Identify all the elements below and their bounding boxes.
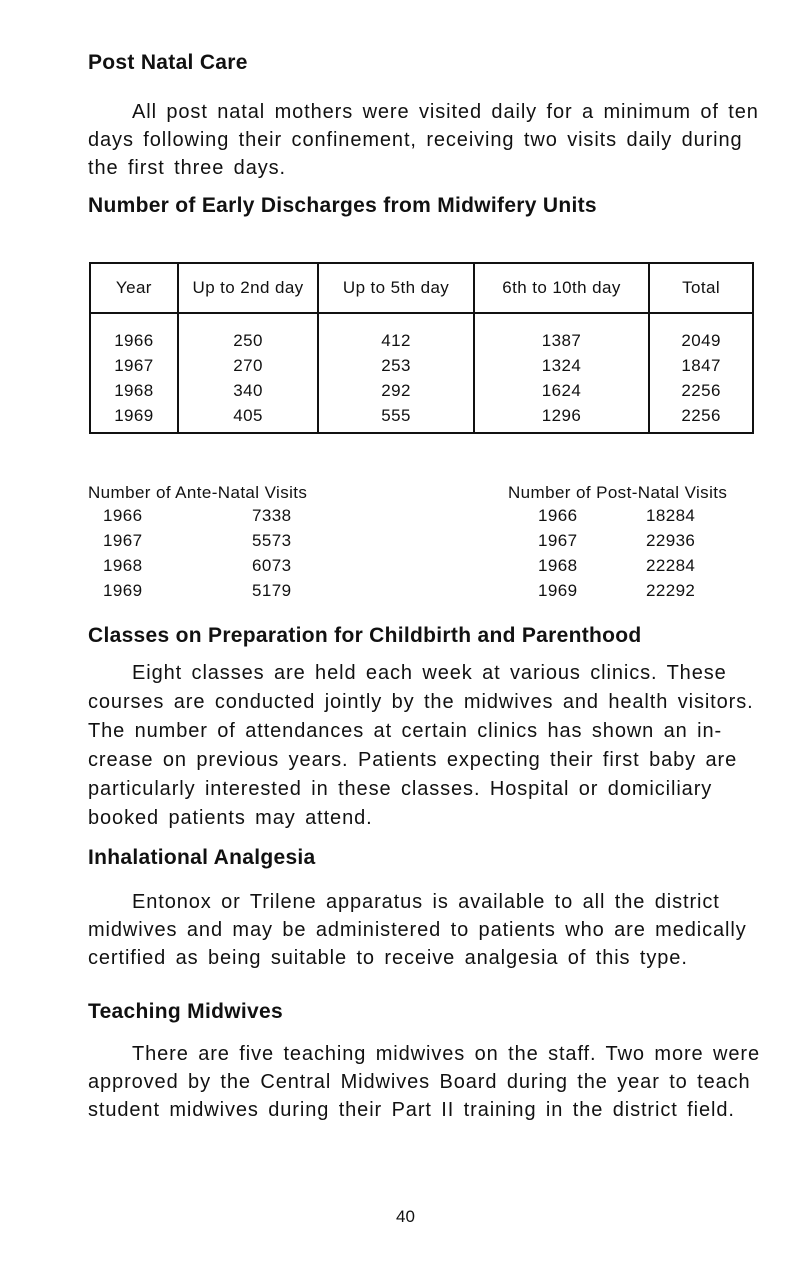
teaching-text-body: There are five teaching midwives on the staff. Two more were approved by the Central Midwives Board during the year to teach student midwives during their Part II training in the district field. xyxy=(88,1043,760,1121)
visit-year: 1967 xyxy=(103,531,143,550)
visit-count: 22292 xyxy=(646,581,696,600)
visit-year: 1966 xyxy=(103,506,143,525)
list-item xyxy=(88,556,388,581)
table-row xyxy=(90,378,753,403)
post-natal-care-text xyxy=(88,98,772,182)
teaching-text xyxy=(88,1040,772,1124)
page-number: 40 xyxy=(396,1207,415,1226)
table-cell: 555 xyxy=(318,403,473,433)
heading-analgesia: Inhalational Analgesia xyxy=(88,846,316,869)
heading-post-natal-care: Post Natal Care xyxy=(88,51,248,74)
early-discharges-table xyxy=(89,262,754,434)
visit-count: 18284 xyxy=(646,506,696,525)
column-header: Year xyxy=(90,263,178,313)
heading-classes: Classes on Preparation for Childbirth and Parenthood xyxy=(88,624,642,647)
analgesia-text xyxy=(88,888,772,972)
classes-text-body: Eight classes are held each week at various clinics. These courses are conducted jointly by the midwives and health visitors. The number of attendances at certain clinics has shown an in-crease on previous years. Patients expecting their first baby are particularly interested in these classes. Hospital or domiciliary booked patients may attend. xyxy=(88,662,754,829)
table-row xyxy=(90,313,753,353)
visit-year: 1968 xyxy=(103,556,143,575)
table-header-row xyxy=(90,263,753,313)
visit-year: 1969 xyxy=(538,581,578,600)
table-cell: 250 xyxy=(178,313,319,353)
table-cell: 2256 xyxy=(649,403,753,433)
table-cell: 1847 xyxy=(649,353,753,378)
classes-text xyxy=(88,659,772,833)
column-header: Total xyxy=(649,263,753,313)
post-natal-visits-title: Number of Post-Natal Visits xyxy=(508,483,728,502)
visit-count: 5573 xyxy=(252,531,292,550)
table-cell: 1387 xyxy=(474,313,649,353)
post-natal-visits xyxy=(508,483,793,606)
table-cell: 270 xyxy=(178,353,319,378)
table-row xyxy=(90,403,753,433)
column-header: 6th to 10th day xyxy=(474,263,649,313)
visit-year: 1967 xyxy=(538,531,578,550)
visit-count: 22284 xyxy=(646,556,696,575)
visit-count: 6073 xyxy=(252,556,292,575)
visit-count: 22936 xyxy=(646,531,696,550)
table-row xyxy=(90,353,753,378)
column-header: Up to 5th day xyxy=(318,263,473,313)
analgesia-text-body: Entonox or Trilene apparatus is available to all the district midwives and may be administered to patients who are medically certified as being suitable to receive analgesia of this type. xyxy=(88,891,747,969)
visit-year: 1966 xyxy=(538,506,578,525)
visit-year: 1969 xyxy=(103,581,143,600)
list-item xyxy=(88,581,388,606)
list-item xyxy=(88,506,388,531)
table-cell: 1624 xyxy=(474,378,649,403)
column-header: Up to 2nd day xyxy=(178,263,319,313)
table-cell: 1966 xyxy=(90,313,178,353)
visit-year: 1968 xyxy=(538,556,578,575)
table-cell: 253 xyxy=(318,353,473,378)
table-cell: 292 xyxy=(318,378,473,403)
visit-count: 7338 xyxy=(252,506,292,525)
table-cell: 1967 xyxy=(90,353,178,378)
ante-natal-visits-title: Number of Ante-Natal Visits xyxy=(88,483,308,502)
list-item xyxy=(508,556,793,581)
heading-teaching: Teaching Midwives xyxy=(88,1000,283,1023)
table-cell: 405 xyxy=(178,403,319,433)
table-cell: 1296 xyxy=(474,403,649,433)
ante-natal-visits xyxy=(88,483,388,606)
table-cell: 340 xyxy=(178,378,319,403)
list-item xyxy=(88,531,388,556)
table-cell: 1968 xyxy=(90,378,178,403)
table-cell: 1969 xyxy=(90,403,178,433)
list-item xyxy=(508,581,793,606)
list-item xyxy=(508,506,793,531)
post-natal-care-text-body: All post natal mothers were visited daily for a minimum of ten days following their confinement, receiving two visits daily during the first three days. xyxy=(88,101,759,179)
visit-count: 5179 xyxy=(252,581,292,600)
heading-early-discharges: Number of Early Discharges from Midwifery Units xyxy=(88,194,597,217)
list-item xyxy=(508,531,793,556)
table-cell: 412 xyxy=(318,313,473,353)
table-cell: 2049 xyxy=(649,313,753,353)
table-cell: 1324 xyxy=(474,353,649,378)
table-cell: 2256 xyxy=(649,378,753,403)
